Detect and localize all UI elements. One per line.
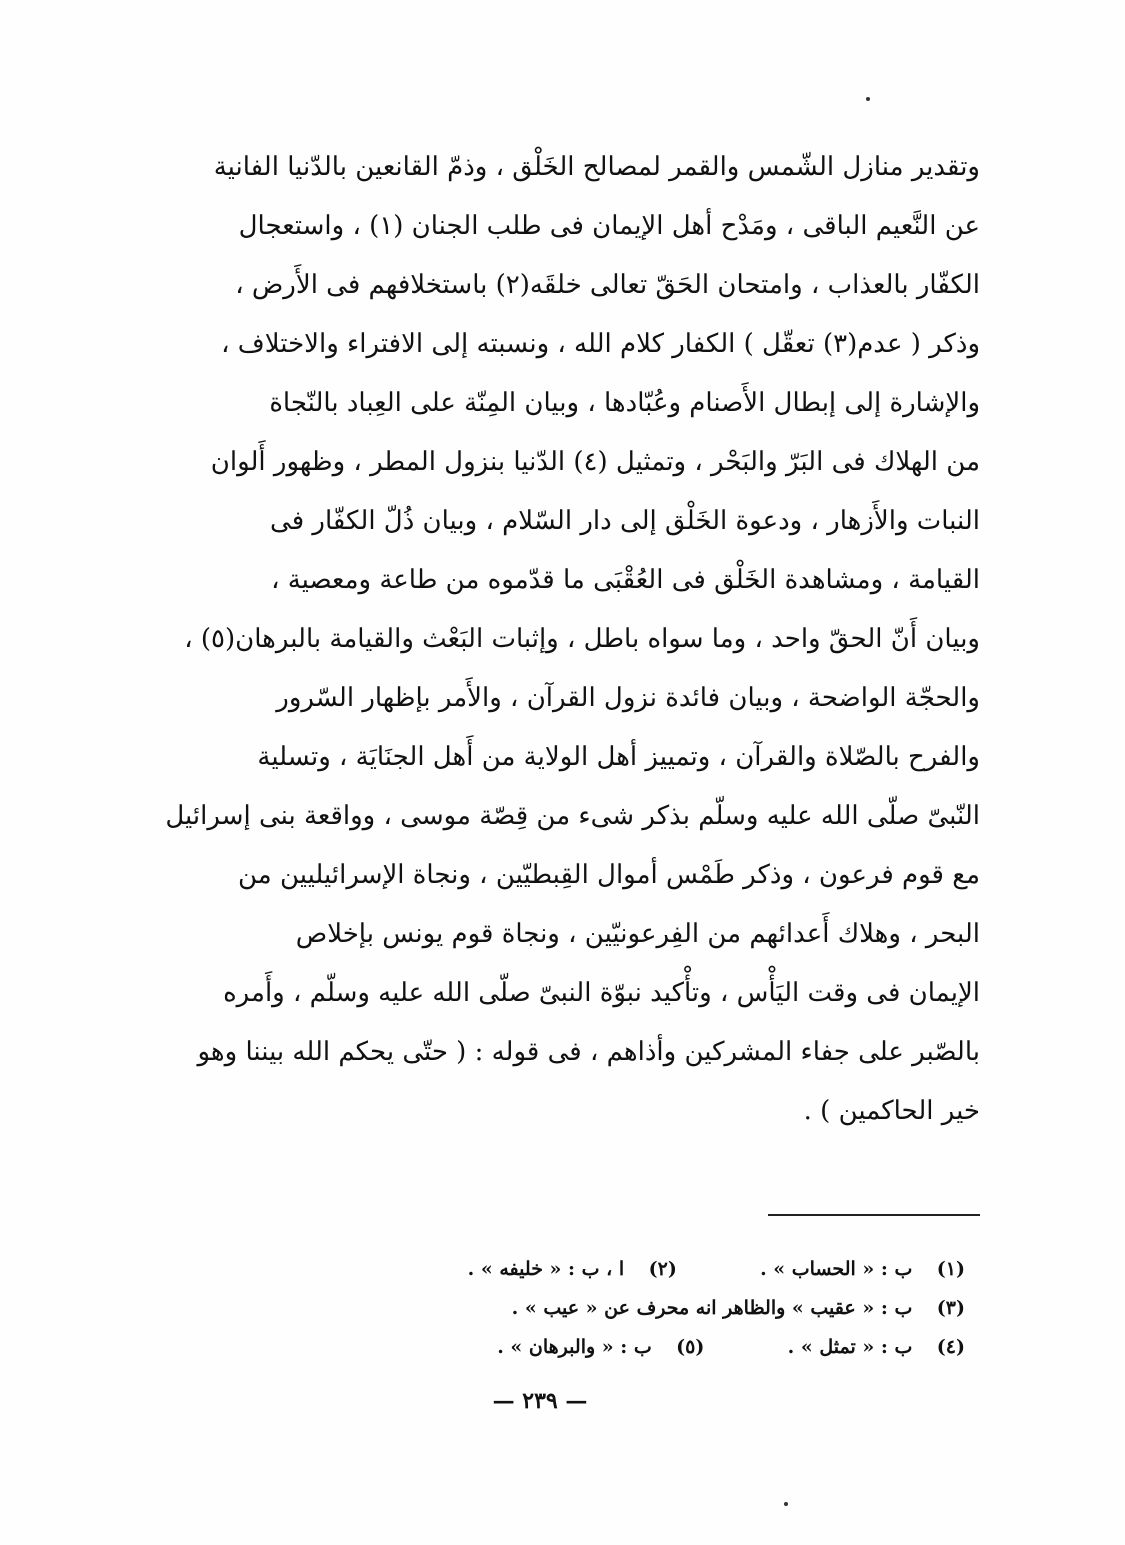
text-line: عن النَّعيم الباقى ، ومَدْح أهل الإيمان فى طلب الجنان (١) ، واستعجال bbox=[238, 211, 980, 241]
text-line: والفرح بالصّلاة والقرآن ، وتمييز أهل الولاية من أَهل الجنَايَة ، وتسلية bbox=[257, 742, 980, 772]
footnote-number: (٢) bbox=[648, 1258, 677, 1280]
footnote-divider bbox=[768, 1214, 980, 1216]
page-number: — ٢٣٩ — bbox=[492, 1388, 588, 1414]
text-line: الإيمان فى وقت اليَأْس ، وتأْكيد نبوّة النبىّ صلّى الله عليه وسلّم ، وأَمره bbox=[223, 978, 980, 1008]
footnote-text: ب : « الحساب » . bbox=[760, 1258, 913, 1280]
text-line: النّبىّ صلّى الله عليه وسلّم بذكر شىء من قِصّة موسى ، وواقعة بنى إسرائيل bbox=[165, 801, 980, 831]
footnote-row bbox=[200, 1328, 965, 1367]
footnotes bbox=[200, 1250, 965, 1367]
text-line: مع قوم فرعون ، وذكر طَمْس أموال القِبطيّين ، ونجاة الإسرائيليين من bbox=[237, 860, 980, 890]
scan-speck bbox=[784, 1502, 788, 1506]
footnote-number: (١) bbox=[936, 1258, 965, 1280]
footnote-row bbox=[200, 1250, 965, 1289]
text-line: بالصّبر على جفاء المشركين وأذاهم ، فى قوله : ( حتّى يحكم الله بيننا وهو bbox=[197, 1037, 980, 1067]
footnote-text: ب : « والبرهان » . bbox=[497, 1336, 652, 1358]
footnote-row bbox=[200, 1289, 965, 1328]
main-text bbox=[118, 138, 980, 1141]
text-line: والحجّة الواضحة ، وبيان فائدة نزول القرآن ، والأَمر بإظهار السّرور bbox=[276, 683, 980, 713]
text-line: وتقدير منازل الشّمس والقمر لمصالح الخَلْق ، وذمّ القانعين بالدّنيا الفانية bbox=[213, 152, 980, 182]
text-line: البحر ، وهلاك أَعدائهم من الفِرعونيّين ، ونجاة قوم يونس بإخلاص bbox=[295, 919, 980, 949]
footnote-number: (٣) bbox=[936, 1297, 965, 1319]
footnote-text: ب : « تمثل » . bbox=[787, 1336, 913, 1358]
footnote-number: (٤) bbox=[936, 1336, 965, 1358]
text-line: النبات والأَزهار ، ودعوة الخَلْق إلى دار السّلام ، وبيان ذُلّ الكفّار فى bbox=[270, 506, 980, 536]
text-line: والإشارة إلى إبطال الأَصنام وعُبّادها ، وبيان المِنّة على العِباد بالنّجاة bbox=[269, 388, 980, 418]
text-line: من الهلاك فى البَرّ والبَحْر ، وتمثيل (٤) الدّنيا بنزول المطر ، وظهور أَلوان bbox=[210, 447, 980, 477]
footnote-text: ا ، ب : « خليفه » . bbox=[467, 1258, 625, 1280]
text-line: وذكر ( عدم(٣) تعقّل ) الكفار كلام الله ، ونسبته إلى الافتراء والاختلاف ، bbox=[221, 329, 980, 359]
footnote-text: ب : « عقيب » والظاهر انه محرف عن « عيب » . bbox=[511, 1297, 913, 1319]
text-line: القيامة ، ومشاهدة الخَلْق فى العُقْبَى ما قدّموه من طاعة ومعصية ، bbox=[271, 565, 980, 595]
text-line: وبيان أَنّ الحقّ واحد ، وما سواه باطل ، وإثبات البَعْث والقيامة بالبرهان(٥) ، bbox=[184, 624, 980, 654]
text-line: خير الحاكمين ) . bbox=[803, 1096, 980, 1126]
footnote-number: (٥) bbox=[676, 1336, 705, 1358]
scan-speck bbox=[866, 97, 870, 101]
text-line: الكفّار بالعذاب ، وامتحان الحَقّ تعالى خلقَه(٢) باستخلافهم فى الأَرض ، bbox=[235, 270, 980, 300]
